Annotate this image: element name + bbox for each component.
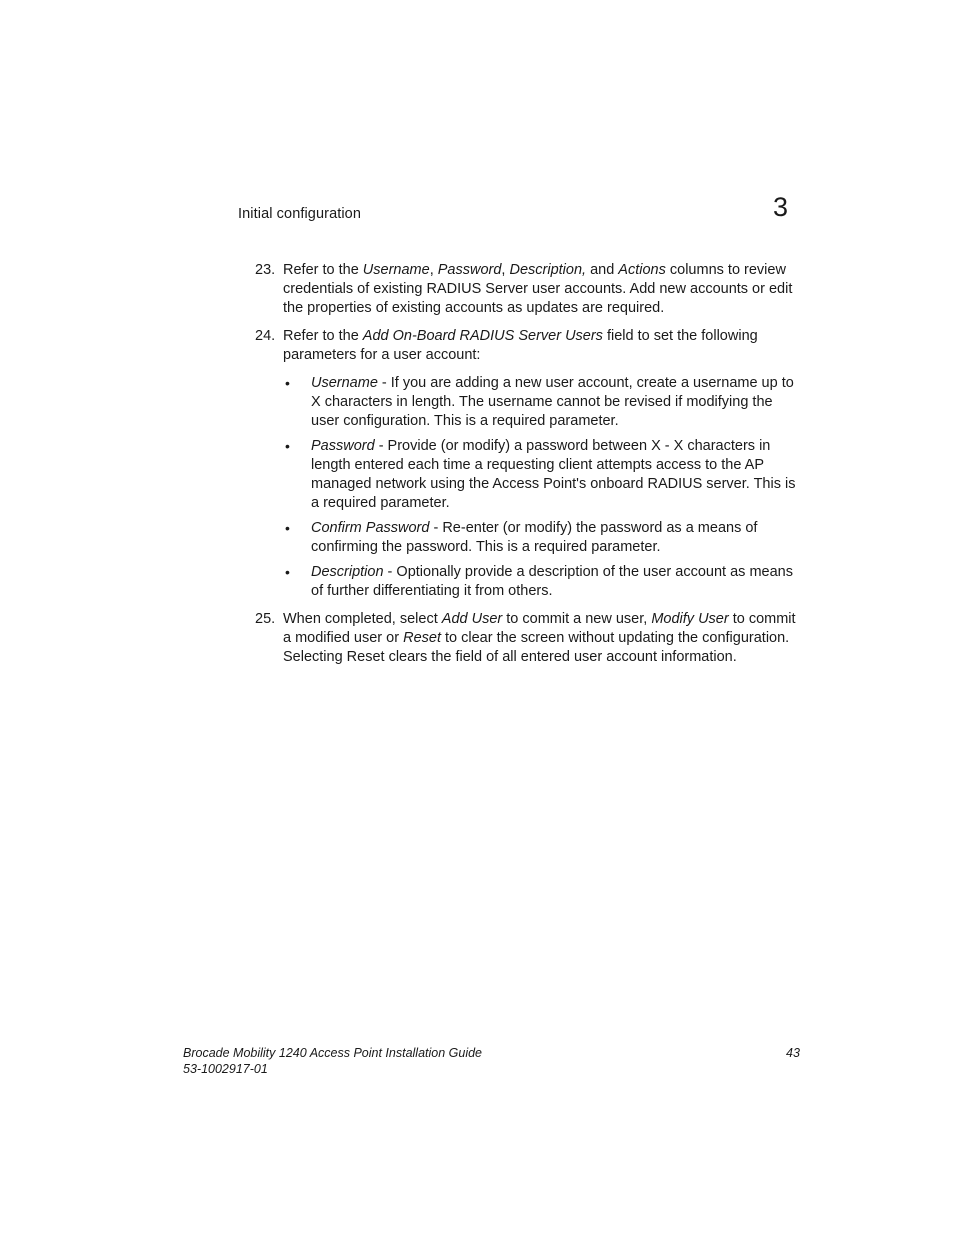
text-run: - Optionally provide a description of the user account as means of further differentiating it from others. (311, 564, 793, 599)
step-number: 24. (255, 328, 276, 344)
bullet-icon: • (285, 375, 290, 391)
text-run: - Re-enter (or modify) the password as a means of confirming the password. This is a required parameter. (311, 520, 758, 555)
step-number: 23. (255, 262, 276, 278)
step-item (255, 261, 800, 318)
parameter-item (283, 563, 800, 601)
text-run: When completed, select (283, 611, 442, 627)
step-item (255, 610, 800, 667)
emphasized-term: Add User (441, 611, 503, 627)
emphasized-term: Password (311, 438, 375, 454)
parameter-text (311, 563, 800, 601)
text-run: to commit a modified user or (283, 611, 796, 646)
text-run: and (586, 262, 619, 278)
emphasized-term: Reset (403, 630, 441, 646)
step-text (283, 327, 800, 365)
text-run: Refer to the (283, 328, 363, 344)
bullet-icon: • (285, 438, 290, 454)
procedure-steps (255, 261, 800, 676)
bullet-icon: • (285, 520, 290, 536)
emphasized-term: Modify User (651, 611, 729, 627)
step-number: 25. (255, 611, 276, 627)
parameter-item (283, 519, 800, 557)
text-run: - Provide (or modify) a password between X - X characters in length entered each time a requesting client attempts access to the AP managed network using the Access Point's onboard RADIUS server. This is a required parameter. (311, 438, 796, 511)
text-run: , (429, 262, 438, 278)
emphasized-term: Description (311, 564, 384, 580)
emphasized-term: Actions (618, 262, 666, 278)
parameter-item (283, 437, 800, 513)
parameter-text (311, 519, 800, 557)
parameter-item (283, 374, 800, 431)
parameter-list (283, 374, 800, 601)
bullet-icon: • (285, 564, 290, 580)
emphasized-term: Add On-Board RADIUS Server Users (362, 328, 603, 344)
footer-doc-number: 53-1002917-01 (183, 1062, 268, 1076)
text-run: to clear the screen without updating the configuration. Selecting Reset clears the field of all entered user account information. (283, 630, 790, 665)
footer-guide-info (183, 1045, 482, 1077)
text-run: Refer to the (283, 262, 363, 278)
section-title: Initial configuration (238, 206, 362, 222)
emphasized-term: Confirm Password (311, 520, 430, 536)
text-run: , (501, 262, 510, 278)
parameter-text (311, 374, 800, 431)
text-run: columns to review credentials of existing RADIUS Server user accounts. Add new accounts or edit the properties of existing accounts as updates are required. (283, 262, 793, 316)
parameter-text (311, 437, 800, 513)
step-item (255, 327, 800, 601)
emphasized-term: Username (311, 375, 378, 391)
step-text (283, 610, 800, 667)
text-run: - If you are adding a new user account, create a username up to X characters in length. The username cannot be revised if modifying the user configuration. This is a required parameter. (311, 375, 794, 429)
text-run: to commit a new user, (502, 611, 652, 627)
step-text (283, 261, 800, 318)
emphasized-term: Password (437, 262, 502, 278)
text-run: field to set the following parameters for a user account: (283, 328, 758, 363)
footer-guide-title: Brocade Mobility 1240 Access Point Installation Guide (183, 1046, 483, 1060)
chapter-number: 3 (773, 192, 789, 222)
page-number: 43 (786, 1046, 800, 1060)
emphasized-term: Description, (509, 262, 587, 278)
emphasized-term: Username (362, 262, 430, 278)
